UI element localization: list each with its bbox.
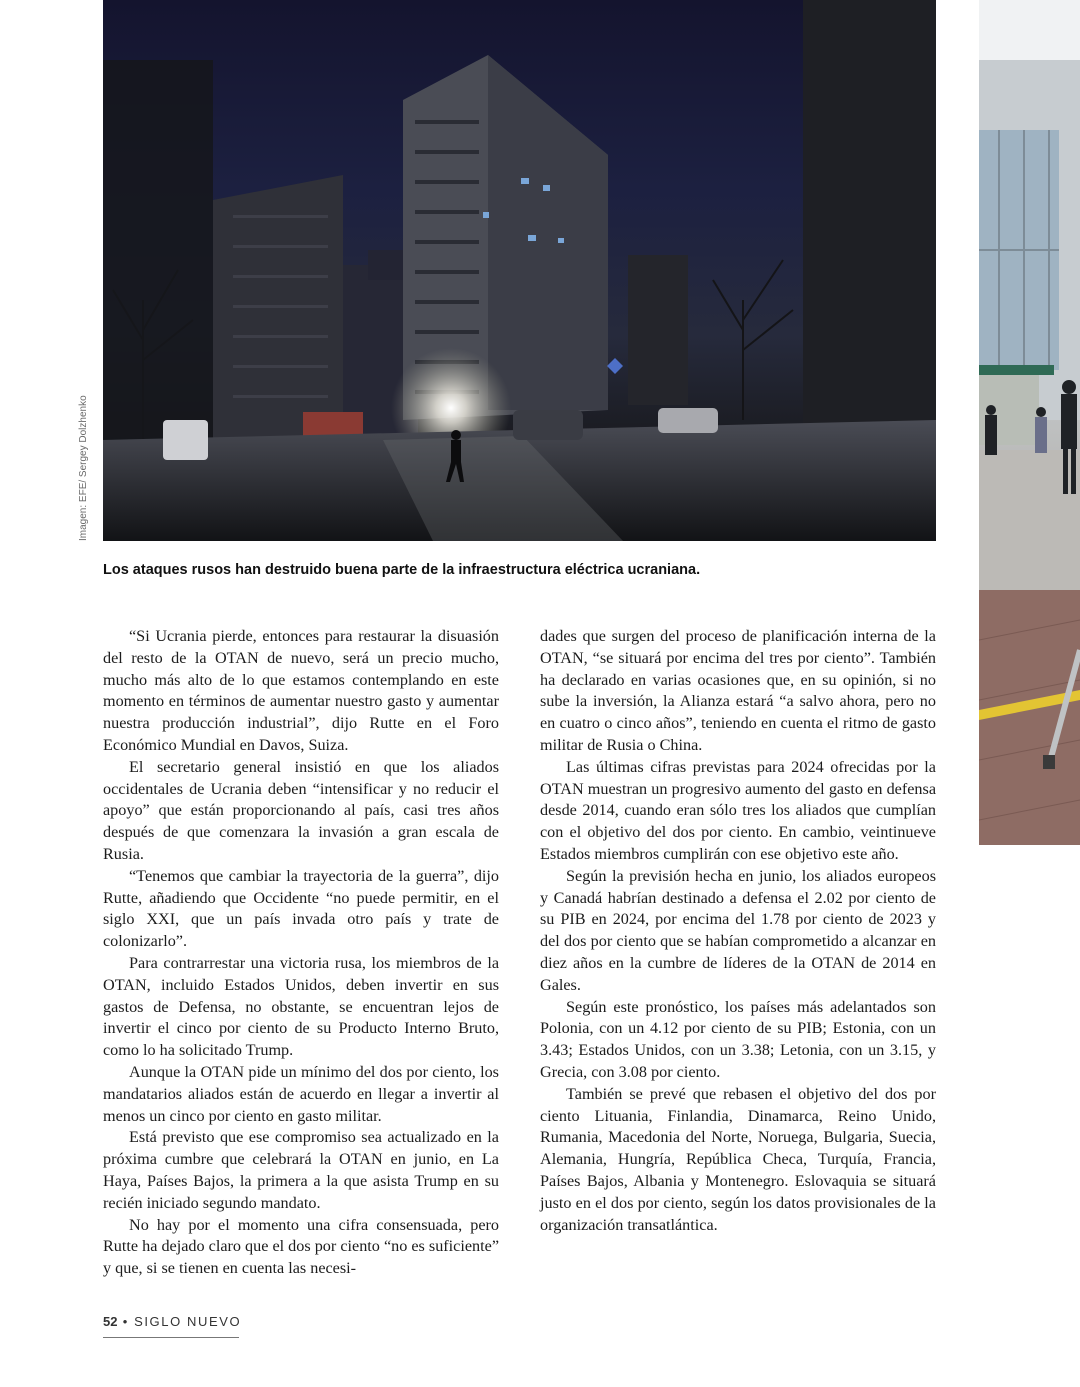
paragraph: También se prevé que rebasen el objetivo del dos por ciento Lituania, Finlandia, Dinamarca, Reino Unido, Rumania, Macedonia del Norte, Noruega, Bulgaria, Suecia, Alemania, Hungría, República Checa, Turquía, Francia, Países Bajos, Albania y Montenegro. Eslovaquia se situará justo en el dos por ciento, según los datos provisionales de la organización transatlántica. (540, 1084, 936, 1234)
photo-night-apartment-blocks (103, 0, 936, 541)
photo-credit-text: Imagen: EFE/ Sergey Dolzhenko (78, 395, 89, 541)
night-street-illustration (103, 0, 936, 541)
page-footer (103, 1314, 241, 1329)
publication-name: SIGLO NUEVO (134, 1314, 242, 1329)
paragraph: Las últimas cifras previstas para 2024 ofrecidas por la OTAN muestran un progresivo aumento del gasto en defensa desde 2014, cuando eran sólo tres los aliados que cumplían con el objetivo del dos por ciento. En cambio, veintinueve Estados miembros cumplirán con ese objetivo este año. (540, 757, 936, 863)
paragraph: Está previsto que ese compromiso sea actualizado en la próxima cumbre que celebrará la OTAN en junio, en La Haya, Países Bajos, la primera a la que asista Trump en su recién iniciado segundo mandato. (103, 1128, 499, 1212)
paragraph: “Tenemos que cambiar la trayectoria de la guerra”, dijo Rutte, añadiendo que Occidente “no puede permitir, en el siglo XXI, que un país invada otro país y trate de colonizarlo”. (103, 866, 499, 951)
paragraph: El secretario general insistió en que los aliados occidentales de Ucrania deben “intensificar y no reducir el apoyo” que están proporcionando al país, casi tres años después de que comenzara la invasión a gran escala de Rusia. (103, 757, 499, 863)
footer-rule (103, 1337, 239, 1338)
paragraph-continuation: dades que surgen del proceso de planificación interna de la OTAN, “se situará por encima del tres por ciento”. También ha declarado en varias ocasiones que, en su opinión, si no sube la inversión, la Alianza estará “a salvo ahora, pero no en cuatro o cinco años”, teniendo en cuenta el ritmo de gasto militar de Rusia o China. (540, 627, 936, 754)
paragraph: “Si Ucrania pierde, entonces para restaurar la disuasión del resto de la OTAN de nuevo, será un precio mucho, mucho más alto de lo que estamos contemplando en este momento en términos de aumentar nuestro gasto y aumentar nuestra producción industrial”, dijo Rutte en el Foro Económico Mundial en Davos, Suiza. (103, 627, 499, 754)
paragraph: Según la previsión hecha en junio, los aliados europeos y Canadá habrían destinado a defensa el 2.02 por ciento de su PIB en 2024, por encima del 1.78 por ciento de 2023 y del dos por ciento que se habían comprometido a alcanzar en diez años en la cumbre de líderes de la OTAN de 2014 en Gales. (540, 866, 936, 994)
paragraph: Según este pronóstico, los países más adelantados son Polonia, con un 4.12 por ciento de su PIB; Estonia, con un 3.43; Estados Unidos, con un 3.38; Letonia, con un 3.15, y Grecia, con 3.08 por ciento. (540, 997, 936, 1081)
footer-separator: • (122, 1314, 129, 1329)
page-number: 52 (103, 1314, 118, 1329)
article-column-left (103, 626, 499, 1280)
paragraph: Para contrarrestar una victoria rusa, los miembros de la OTAN, incluido Estados Unidos, deben invertir en sus gastos de Defensa, no obstante, se encuentran lejos de invertir el cinco por ciento de su Producto Interno Bruto, como lo ha solicitado Trump. (103, 953, 499, 1060)
side-street-illustration (979, 0, 1080, 845)
article-column-right (540, 626, 936, 1236)
photo-side-street-pedestrians (979, 0, 1080, 845)
photo-caption: Los ataques rusos han destruido buena parte de la infraestructura eléctrica ucraniana. (103, 562, 701, 578)
paragraph: No hay por el momento una cifra consensuada, pero Rutte ha dejado claro que el dos por ciento “no es suficiente” y que, si se tienen en cuenta las necesi- (103, 1215, 500, 1278)
paragraph: Aunque la OTAN pide un mínimo del dos por ciento, los mandatarios aliados están de acuerdo en llegar a invertir al menos un cinco por ciento en gasto militar. (103, 1062, 499, 1125)
